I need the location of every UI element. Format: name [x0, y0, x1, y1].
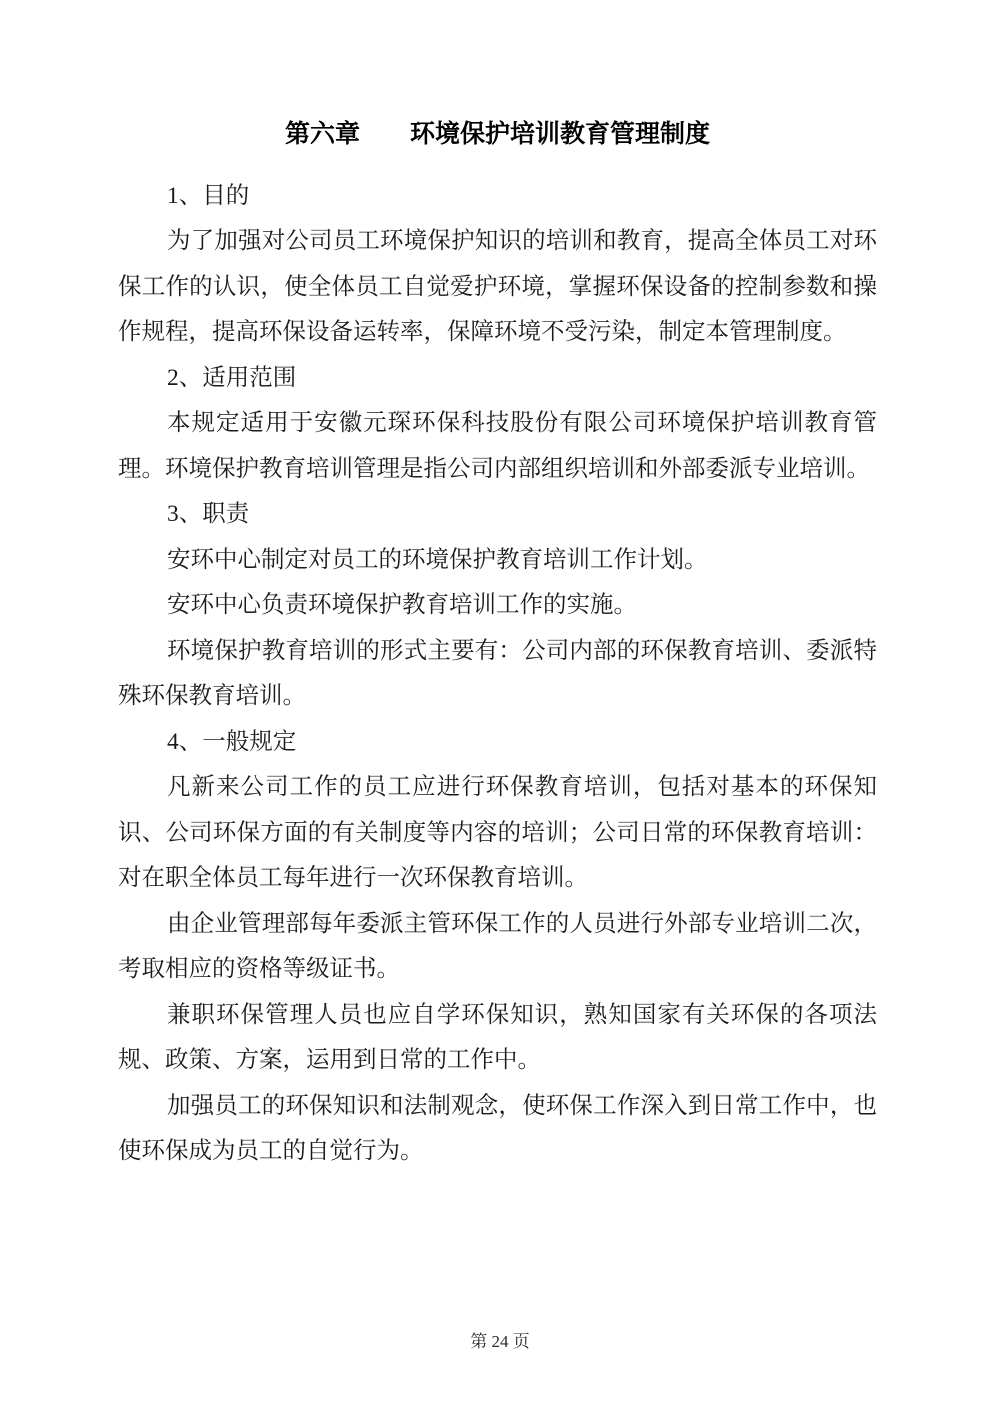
section-3-heading: 3、职责	[167, 501, 250, 527]
section-4-heading: 4、一般规定	[167, 728, 297, 755]
section-3-paragraph-2: 安环中心负责环境保护教育培训工作的实施。	[167, 592, 637, 618]
section-4-paragraph-2: 由企业管理部每年委派主管环保工作的人员进行外部专业培训二次，考取相应的资格等级证书。	[118, 910, 877, 982]
page-number: 第 24 页	[470, 1332, 530, 1351]
section-1-heading: 1、目的	[167, 182, 250, 209]
section-2-heading: 2、适用范围	[167, 364, 297, 391]
chapter-number: 第六章	[284, 120, 360, 148]
page-footer	[0, 1330, 1000, 1354]
document-body	[118, 174, 877, 1175]
section-1-paragraph-1: 为了加强对公司员工环境保护知识的培训和教育，提高全体员工对环保工作的认识，使全体员工自觉爱护环境，掌握环保设备的控制参数和操作规程，提高环保设备运转率，保障环境不受污染，制定本管理制度。	[118, 228, 877, 345]
chapter-title	[118, 112, 877, 158]
section-4-paragraph-1: 凡新来公司工作的员工应进行环保教育培训，包括对基本的环保知识、公司环保方面的有关制度等内容的培训；公司日常的环保教育培训：对在职全体员工每年进行一次环保教育培训。	[118, 774, 877, 891]
section-4-paragraph-4: 加强员工的环保知识和法制观念，使环保工作深入到日常工作中，也使环保成为员工的自觉行为。	[118, 1092, 877, 1164]
section-3-paragraph-1: 安环中心制定对员工的环境保护教育培训工作计划。	[167, 546, 708, 573]
chapter-name: 环境保护培训教育管理制度	[410, 120, 711, 148]
section-4-paragraph-3: 兼职环保管理人员也应自学环保知识，熟知国家有关环保的各项法规、政策、方案，运用到日常的工作中。	[118, 1001, 877, 1073]
section-2-paragraph-1: 本规定适用于安徽元琛环保科技股份有限公司环境保护培训教育管理。环境保护教育培训管理是指公司内部组织培训和外部委派专业培训。	[118, 410, 877, 482]
section-3-paragraph-3: 环境保护教育培训的形式主要有：公司内部的环保教育培训、委派特殊环保教育培训。	[118, 637, 877, 709]
